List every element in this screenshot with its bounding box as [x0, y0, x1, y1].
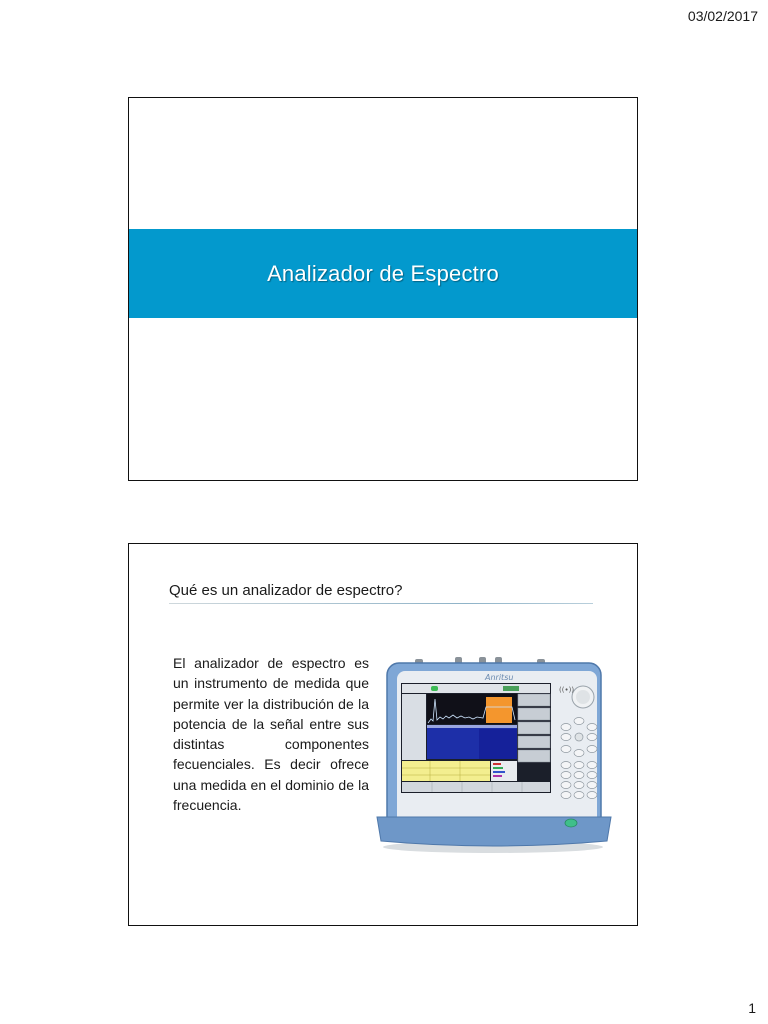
page-date: 03/02/2017	[687, 8, 758, 24]
title-band	[129, 229, 637, 318]
slide-title	[128, 97, 638, 481]
brand-logo-text: Anritsu	[485, 673, 514, 682]
svg-text:((•)): ((•))	[559, 686, 575, 694]
spectrum-analyzer-device-image	[375, 657, 613, 857]
slide-content	[128, 543, 638, 926]
slide-title-text: Analizador de Espectro	[267, 260, 499, 286]
slide-heading: Qué es un analizador de espectro?	[169, 582, 403, 599]
slide-body-text: El analizador de espectro es un instrumento de medida que permite ver la distribución de la potencia de la señal entre sus distintas componentes fecuenciales. Es decir ofrece una medida en el dominio de la frecuencia.	[173, 655, 369, 814]
page-number: 1	[748, 1000, 756, 1016]
heading-underline	[169, 603, 593, 604]
